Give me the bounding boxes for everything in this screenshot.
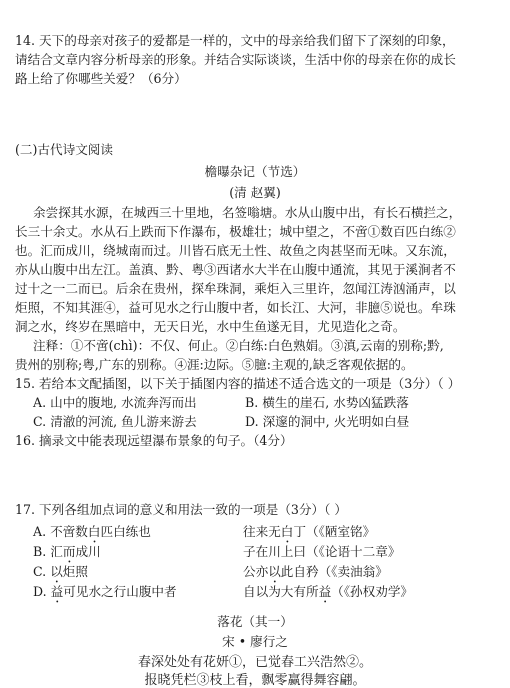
passage-line-3: 也。汇而成川，绕城南而过。川皆石底无土性、故鱼之肉甚坚而无味。又东流， [15,243,456,258]
passage-line-7: 洞之水，终岁在黑暗中，无天日光，水中生鱼遂无目，尤见造化之奇。 [15,319,406,334]
q15-stem: 15. 若给本文配插图，以下关于插图内容的描述不适合选文的一项是（3分）（ ） [15,376,461,391]
q15-option-b: B. 横生的崖石, 水势凶猛跌落 [245,395,409,410]
q17-option-a-right: 往来无白丁（《陋室铭》 [243,524,376,539]
q17-option-d-right: 自以为大有所益（《孙权劝学》 [243,584,414,599]
q16-stem: 16. 摘录文中能表现远望瀑布景象的句子。（4分） [15,433,293,448]
q15-option-d: D. 深邃的洞中, 火光明如白昼 [245,414,410,429]
q14-line-3: 路上给了你哪些关爱？（6分） [15,71,187,86]
notes-line-1: 注释：①不啻(chì)：不仅、何止。②白练:白色熟娟。③滇,云南的别称;黔, [33,338,444,353]
passage-line-6: 炬照，不知其涯④，益可见水之行山腹中者，如长江、大河，非臆⑤说也。牟珠 [15,300,456,315]
passage-line-2: 长三十余丈。水从石上跌而下作瀑布，极雄壮；城中望之，不啻①数百匹白练② [15,224,456,239]
passage-line-5: 过十之一二而已。后余在贵州，探牟珠洞，乘炬入三里许，忽闻江涛汹涌声，以 [15,281,456,296]
poem-author: 宋 • 廖行之 [222,634,288,649]
q17-option-c-left: C. 以炬照 [33,564,88,579]
q17-stem: 17. 下列各组加点词的意义和用法一致的一项是（3分）（ ） [15,502,347,517]
q17-option-d-left: D. 益可见水之行山腹中者 [33,584,177,599]
q17-option-c-right: 公亦以此自矜（《卖油翁》 [243,564,388,579]
q17-option-b-right: 子在川上曰（《论语十二章》 [243,544,401,559]
passage-author: (清 赵翼) [229,185,281,200]
notes-line-2: 贵州的别称;粤,广东的别称。④涯:边际。⑤臆:主观的,缺乏客观依据的。 [15,357,414,372]
passage-title: 檐曝杂记（节选） [204,164,306,179]
poem-title: 落花（其一） [217,614,293,629]
poem-line-1: 春深处处有花妍①，已觉春工兴浩然②。 [137,655,372,670]
q14-line-1: 14. 天下的母亲对孩子的爱都是一样的，文中的母亲给我们留下了深刻的印象， [15,33,455,48]
passage-line-1: 余尝探其水源，在城西三十里地，名签嗡塘。水从山腹中出，有长石横拦之， [33,205,462,220]
q17-option-b-left: B. 汇而成川 [33,544,101,559]
q17-option-a-left: A. 不啻数白匹白练也 [33,524,151,539]
q15-option-a: A. 山中的腹地, 水流奔泻而出 [33,395,197,410]
passage-line-4: 亦从山腹中出左江。盖滇、黔、粤③西诸水大半在山腹中通流，其见于溪涧者不 [15,262,456,277]
poem-line-2: 报晓凭栏③枝上看，飘零赢得舞容翩。 [144,673,366,688]
q15-option-c: C. 清澈的河流, 鱼儿游来游去 [33,414,197,429]
q14-line-2: 请结合文章内容分析母亲的形象。并结合实际谈谈，生活中你的母亲在你的成长 [15,52,456,67]
section-heading: (二)古代诗文阅读 [15,142,113,157]
